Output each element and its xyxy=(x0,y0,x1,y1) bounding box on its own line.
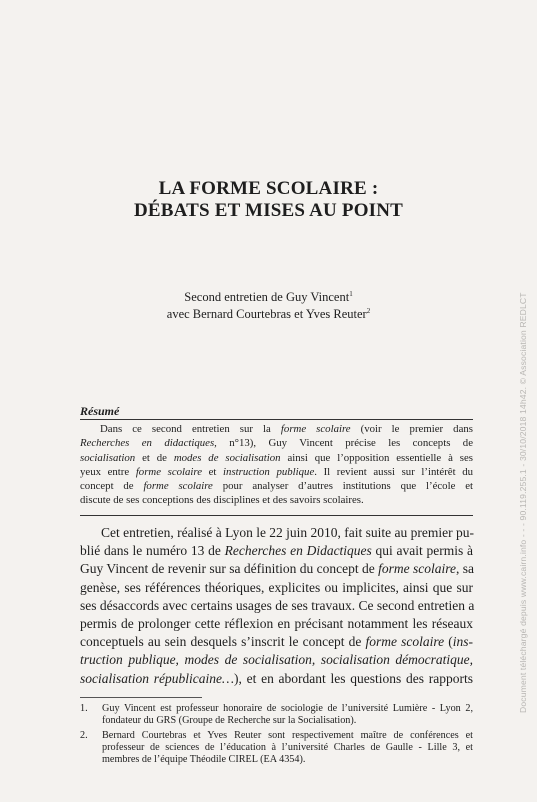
footnote-line: professeur de sciences de l’éducation à l’université Charles de Gaulle - Lille 3, et xyxy=(102,741,473,753)
body-line: socialisation républicaine…), et en abordant les questions des rapports xyxy=(80,670,473,686)
footnote-line: Bernard Courtebras et Yves Reuter sont respectivement maître de conférences et xyxy=(102,729,473,741)
footnote-line: membres de l’équipe Théodile CIREL (EA 4354). xyxy=(102,754,306,766)
body-line: Guy Vincent de revenir sur sa définition du concept de forme scolaire, sa xyxy=(80,561,474,577)
footnote-ref-1[interactable]: 1 xyxy=(349,290,353,298)
footnote-line: Guy Vincent est professeur honoraire de sociologie de l’université Lumière - Lyon 2, xyxy=(102,703,473,714)
authors-line-2: avec Bernard Courtebras et Yves Reuter$^2$ xyxy=(166,307,371,321)
abstract-text xyxy=(80,422,473,508)
abstract-top-rule xyxy=(80,419,473,420)
abstract-line: Dans ce second entretien sur la forme scolaire (voir le premier dans xyxy=(100,423,473,435)
abstract-line: Recherches en didactiques, n°13), Guy Vincent précise les concepts de xyxy=(80,437,474,450)
footnote-1 xyxy=(80,703,473,728)
body-line: ses désaccords avec certains usages de ses travaux. Ce second entretien a xyxy=(80,597,475,613)
body-line: blié dans le numéro 13 de Recherches en Didactiques qui avait permis à xyxy=(80,543,473,559)
article-title xyxy=(0,178,537,222)
title-line-2: DÉBATS ET MISES AU POINT xyxy=(133,200,404,221)
footnote-line: fondateur du GRS (Groupe de Recherche sur la Socialisation). xyxy=(102,715,357,727)
abstract-line: concept de forme scolaire pour analyser d’autres institutions que l’école et xyxy=(80,480,473,493)
abstract-line: socialisation et de modes de socialisation ainsi que l’opposition essentielle à ses xyxy=(80,451,473,464)
abstract-heading: Résumé xyxy=(80,404,120,418)
body-line: conceptuels au sein desquels s’inscrit le concept de forme scolaire (ins- xyxy=(80,634,473,650)
footnote-2 xyxy=(80,730,473,767)
abstract-line: discute de ses conceptions des disciplines et des savoirs scolaires. xyxy=(80,494,364,507)
abstract-bottom-rule xyxy=(80,515,473,516)
body-paragraph xyxy=(80,524,473,688)
footnote-number: 1. xyxy=(80,703,88,714)
footnotes xyxy=(80,703,473,768)
abstract-line: yeux entre forme scolaire et instruction publique. Il revient aussi sur l’intérêt du xyxy=(80,465,473,478)
body-line: Cet entretien, réalisé à Lyon le 22 juin 2010, fait suite au premier pu- xyxy=(101,525,475,540)
title-line-1: LA FORME SCOLAIRE : xyxy=(158,178,379,199)
body-line: permis de prolonger cette réflexion en précisant notamment les réseaux xyxy=(80,615,473,631)
authors-line-1: Second entretien de Guy Vincent$^1$ xyxy=(184,290,353,304)
footnote-number: 2. xyxy=(80,729,88,741)
body-line: truction publique, modes de socialisation, socialisation démocratique, xyxy=(80,652,473,668)
footnote-separator xyxy=(80,697,202,698)
body-line: genèse, ses références théoriques, explicites ou implicites, ainsi que sur xyxy=(80,579,473,595)
download-watermark: Document téléchargé depuis www.cairn.info - - - 90.119.255.1 - 30/10/2018 14h42. © Association REDLCT xyxy=(518,292,528,713)
authors-block xyxy=(0,289,537,323)
footnote-ref-2[interactable]: 2 xyxy=(366,307,371,315)
